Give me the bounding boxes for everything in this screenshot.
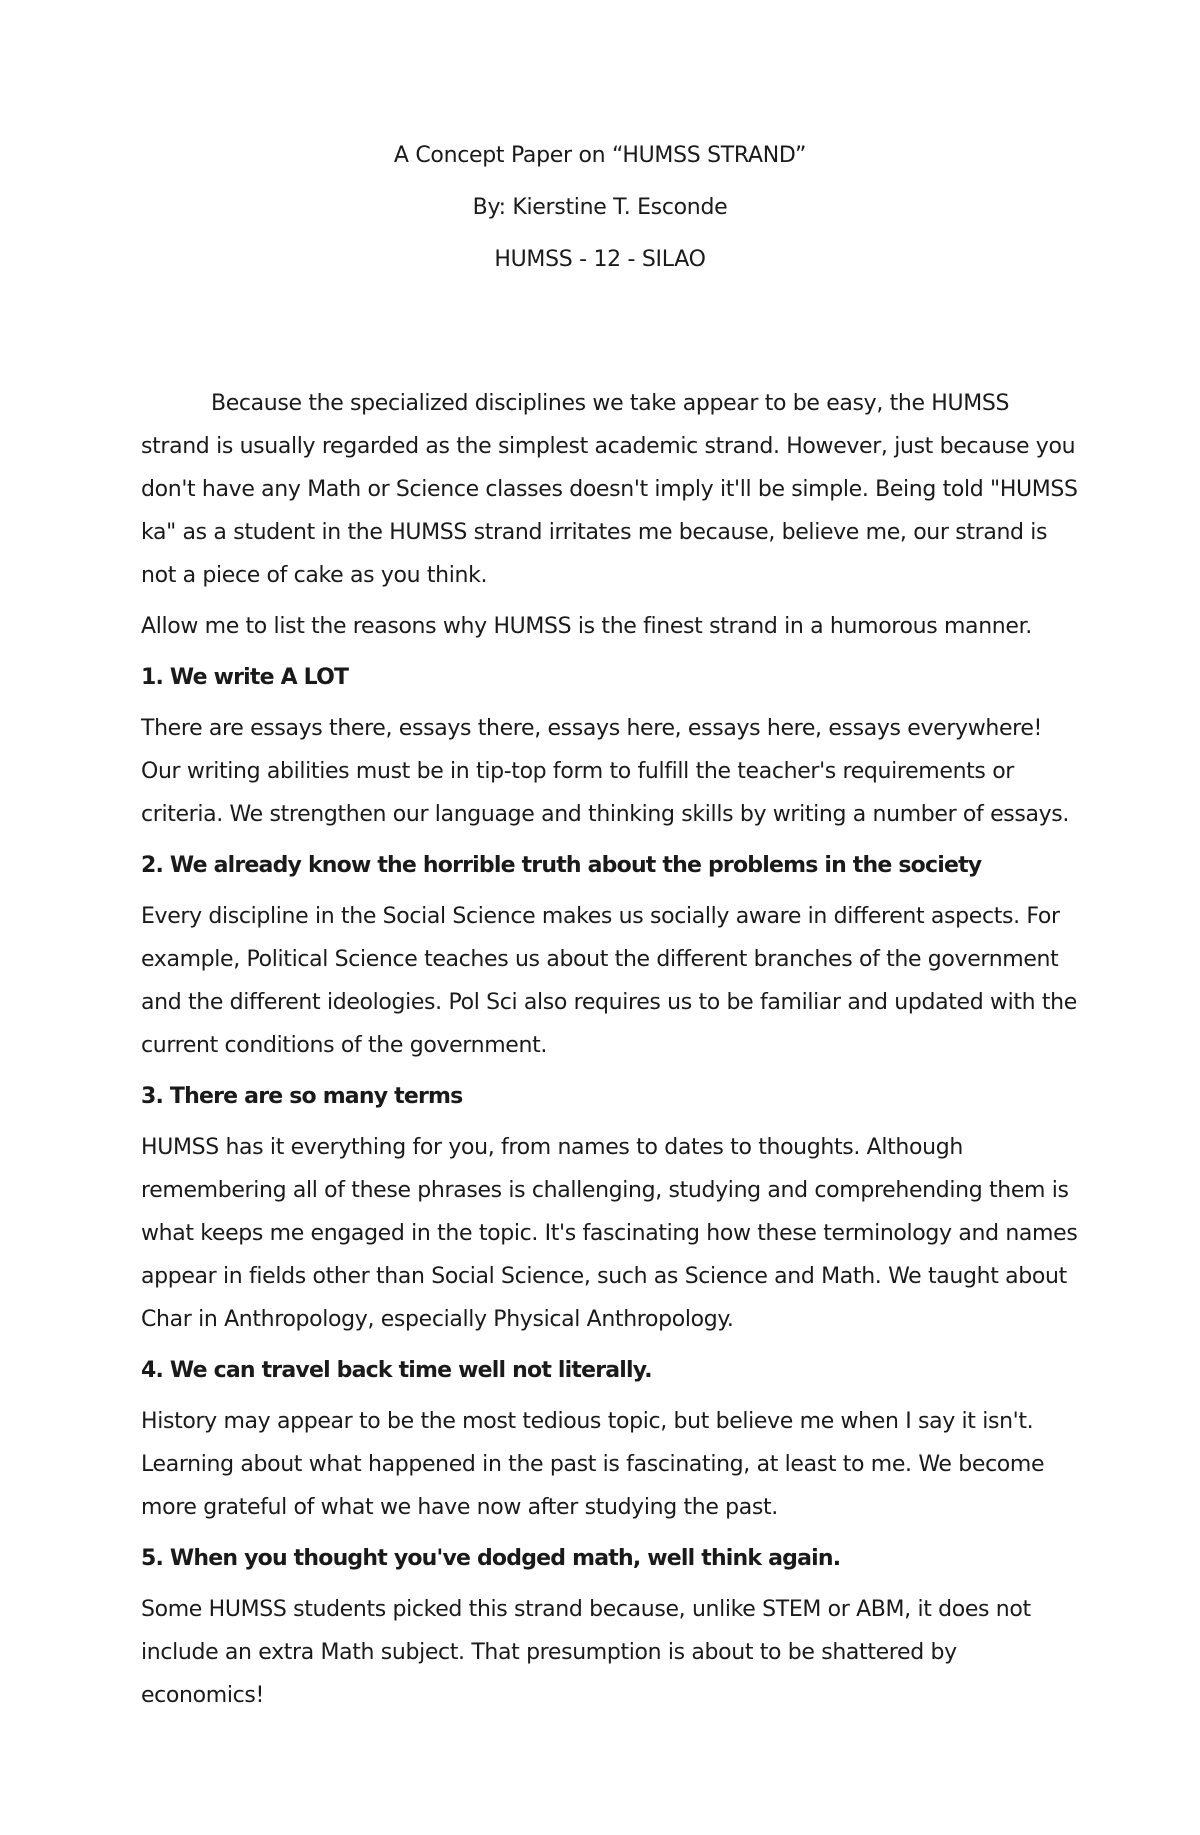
document-body (141, 382, 1081, 1725)
reason-3-text: HUMSS has it everything for you, from names to dates to thoughts. Although remembering all of these phrases is challenging, studying and comprehending them is what keeps me engaged in the topic. It's fascinating how these terminology and names appear in fields other than Social Science, such as Science and Math. We taught about Char in Anthropology, especially Physical Anthropology. (141, 1135, 1078, 1332)
intro-paragraph: Because the specialized disciplines we take appear to be easy, the HUMSS strand is usually regarded as the simplest academic strand. However, just because you don't have any Math or Science classes doesn't imply it'll be simple. Being told "HUMSS ka" as a student in the HUMSS strand irritates me because, believe me, our strand is not a piece of cake as you think. (141, 391, 1078, 588)
document-author: By: Kierstine T. Esconde (472, 195, 728, 220)
list-intro-paragraph: Allow me to list the reasons why HUMSS is the finest strand in a humorous manner. (141, 614, 1032, 639)
reason-5-text: Some HUMSS students picked this strand because, unlike STEM or ABM, it does not include an extra Math subject. That presumption is about to be shattered by economics! (141, 1597, 1031, 1708)
reason-2-heading: 2. We already know the horrible truth about the problems in the society (141, 853, 982, 878)
reason-1-heading: 1. We write A LOT (141, 665, 349, 690)
reason-1-text: There are essays there, essays there, essays here, essays here, essays everywhere! Our writing abilities must be in tip-top form to fulfill the teacher's requirements or criteria. We strengthen our language and thinking skills by writing a number of essays. (141, 716, 1070, 827)
document-title: A Concept Paper on “HUMSS STRAND” (393, 143, 807, 168)
document-section: HUMSS - 12 - SILAO (494, 247, 706, 272)
reason-3-heading: 3. There are so many terms (141, 1084, 463, 1109)
reason-4-heading: 4. We can travel back time well not literally. (141, 1358, 652, 1383)
reason-5-heading: 5. When you thought you've dodged math, well think again. (141, 1546, 841, 1571)
reason-2-text: Every discipline in the Social Science makes us socially aware in different aspects. For example, Political Science teaches us about the different branches of the government and the different ideologies. Pol Sci also requires us to be familiar and updated with the current conditions of the government. (141, 904, 1077, 1058)
reason-4-text: History may appear to be the most tedious topic, but believe me when I say it isn't. Learning about what happened in the past is fascinating, at least to me. We become more grateful of what we have now after studying the past. (141, 1409, 1045, 1520)
